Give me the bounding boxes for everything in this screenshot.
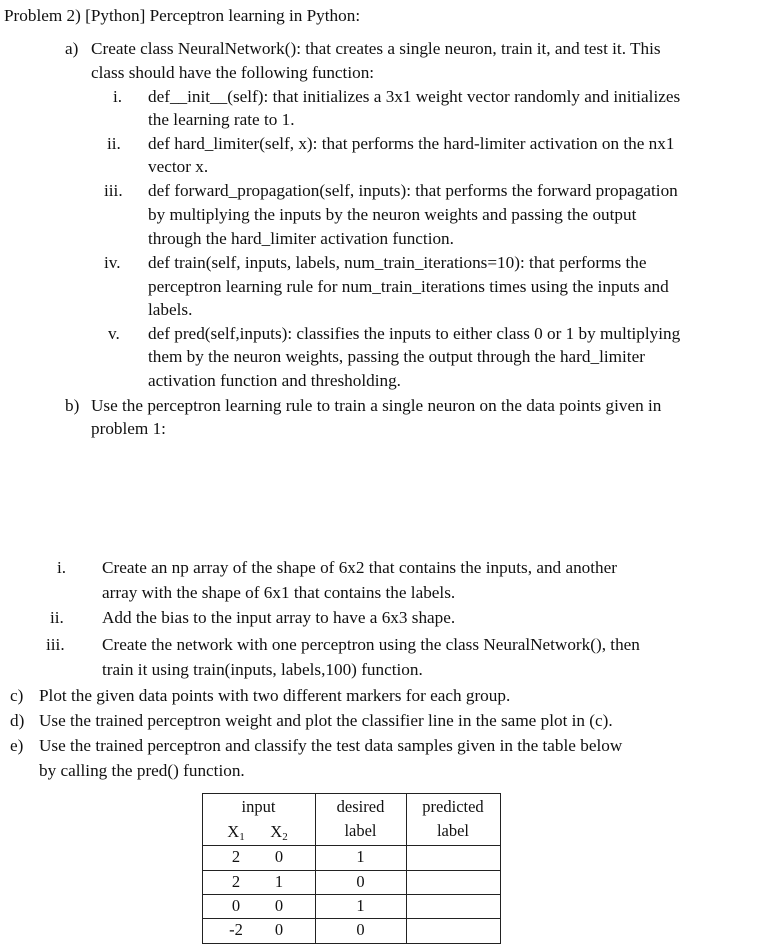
part-b-item-3-marker: iii. [46, 635, 65, 654]
problem-title: Problem 2) [Python] Perceptron learning in Python: [4, 6, 361, 25]
table-row-divider [202, 845, 501, 846]
table-border-top [202, 793, 501, 794]
part-a-line-2: class should have the following function: [91, 63, 375, 82]
table-cell-desired: 0 [356, 920, 365, 939]
part-d-line-1: Use the trained perceptron weight and plot the classifier line in the same plot in (c). [39, 711, 613, 730]
table-header-input: input [241, 797, 276, 816]
part-b-item-3-line-1: Create the network with one perceptron using the class NeuralNetwork(), then [102, 635, 640, 654]
part-c-marker: c) [10, 686, 24, 705]
part-a-item-4-marker: iv. [104, 253, 121, 272]
part-a-item-4-line-3: labels. [148, 300, 193, 319]
table-header-desired-label: label [344, 821, 377, 840]
table-border-right [500, 793, 501, 944]
part-e-line-1: Use the trained perceptron and classify the test data samples given in the table below [39, 736, 623, 755]
part-b-item-1-marker: i. [57, 558, 67, 577]
table-cell-x2: 0 [274, 847, 284, 866]
table-row-divider [202, 918, 501, 919]
part-a-item-2-line-1: def hard_limiter(self, x): that performs the hard-limiter activation on the nx1 [148, 134, 675, 153]
part-a-item-1-line-2: the learning rate to 1. [148, 110, 295, 129]
table-cell-x2: 0 [274, 920, 284, 939]
part-a-line-1: Create class NeuralNetwork(): that creates a single neuron, train it, and test it. This [91, 39, 661, 58]
part-d-marker: d) [10, 711, 25, 730]
part-a-item-5-line-1: def pred(self,inputs): classifies the inputs to either class 0 or 1 by multiplying [148, 324, 681, 343]
table-header-x1: X1 [227, 822, 245, 843]
part-a-item-1-line-1: def__init__(self): that initializes a 3x1 weight vector randomly and initializes [148, 87, 681, 106]
table-border-bottom [202, 943, 501, 944]
part-a-item-2-line-2: vector x. [148, 157, 209, 176]
part-e-line-2: by calling the pred() function. [39, 761, 245, 780]
part-b-item-2-marker: ii. [50, 608, 64, 627]
part-b-item-1-line-2: array with the shape of 6x1 that contains the labels. [102, 583, 456, 602]
table-header-desired: desired [336, 797, 385, 816]
part-a-item-4-line-2: perceptron learning rule for num_train_iterations times using the inputs and [148, 277, 669, 296]
part-b-item-2-line-1: Add the bias to the input array to have a 6x3 shape. [102, 608, 456, 627]
part-a-item-5-line-2: them by the neuron weights, passing the output through the hard_limiter [148, 347, 645, 366]
table-header-x2: X2 [270, 822, 288, 843]
part-a-marker: a) [65, 39, 79, 58]
table-cell-x1: 2 [231, 847, 241, 866]
table-cell-x1: -2 [229, 920, 243, 939]
part-b-item-3-line-2: train it using train(inputs, labels,100) function. [102, 660, 423, 679]
part-b-line-2: problem 1: [91, 419, 166, 438]
table-cell-desired: 0 [356, 872, 365, 891]
table-cell-x2: 0 [274, 896, 284, 915]
table-row-divider [202, 870, 501, 871]
table-cell-x2: 1 [274, 872, 284, 891]
part-a-item-3-line-1: def forward_propagation(self, inputs): that performs the forward propagation [148, 181, 678, 200]
part-b-marker: b) [65, 396, 80, 415]
part-a-item-2-marker: ii. [107, 134, 121, 153]
part-a-item-5-marker: v. [108, 324, 120, 343]
table-cell-x1: 2 [231, 872, 241, 891]
part-b-item-1-line-1: Create an np array of the shape of 6x2 that contains the inputs, and another [102, 558, 617, 577]
part-a-item-4-line-1: def train(self, inputs, labels, num_train_iterations=10): that performs the [148, 253, 647, 272]
part-a-item-3-line-2: by multiplying the inputs by the neuron weights and passing the output [148, 205, 637, 224]
part-a-item-3-marker: iii. [104, 181, 123, 200]
part-a-item-1-marker: i. [113, 87, 123, 106]
table-cell-x1: 0 [231, 896, 241, 915]
table-header-predicted-label: label [436, 821, 470, 840]
part-e-marker: e) [10, 736, 24, 755]
part-a-item-5-line-3: activation function and thresholding. [148, 371, 401, 390]
part-a-item-3-line-3: through the hard_limiter activation function. [148, 229, 454, 248]
part-c-line-1: Plot the given data points with two different markers for each group. [39, 686, 511, 705]
part-b-line-1: Use the perceptron learning rule to train a single neuron on the data points given in [91, 396, 662, 415]
table-header-predicted: predicted [422, 797, 484, 816]
table-row-divider [202, 894, 501, 895]
table-cell-desired: 1 [356, 896, 365, 915]
table-cell-desired: 1 [356, 847, 365, 866]
